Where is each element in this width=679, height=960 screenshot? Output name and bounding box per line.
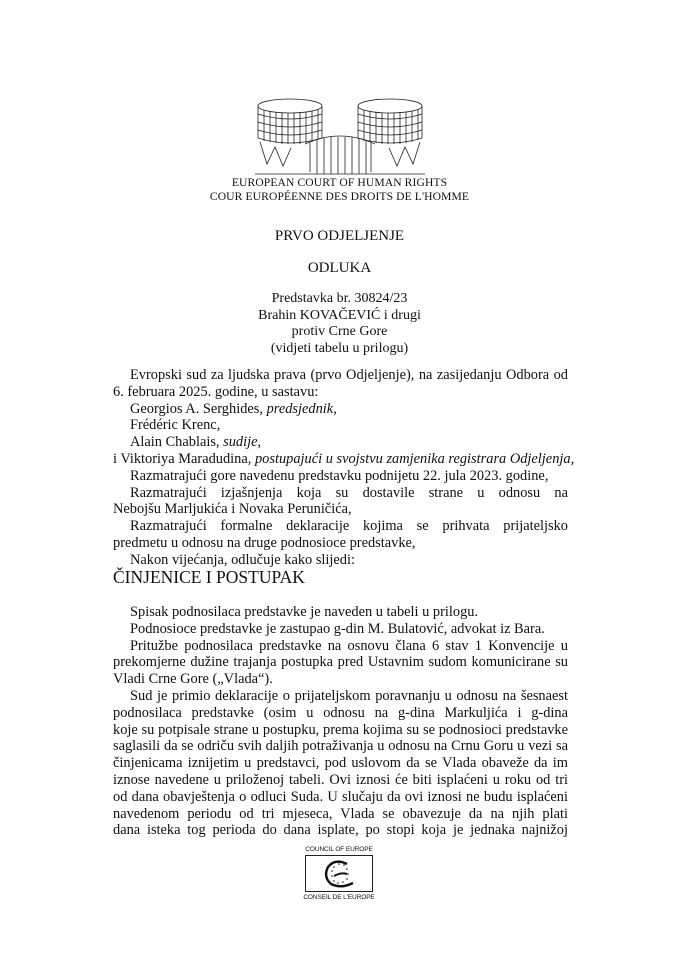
facts-line: iznose navedene u priloženoj tabeli. Ovi iznosi će biti isplaćeni u roku od tri	[113, 771, 568, 788]
registrar-name: i Viktoriya Maradudina,	[113, 450, 255, 467]
court-name-en: EUROPEAN COURT OF HUMAN RIGHTS	[231, 176, 448, 189]
judge: Alain Chablais, sudije,	[130, 434, 262, 451]
registrar-role: postupajući u svojstvu zamjenika registrara Odjeljenja,	[254, 450, 575, 467]
facts-line: dana isteka tog perioda do dana isplate, po stopi koja je jednaka najnižoj	[113, 822, 568, 839]
facts-line: Vladi Crne Gore („Vlada“).	[113, 671, 273, 688]
facts-line: koje su potpisale strane u postupku, prema kojima su se podnosioci predstavke	[113, 721, 568, 738]
annex-note: (vidjeti tabelu u prilogu)	[270, 340, 409, 356]
section-title: PRVO ODJELJENJE	[274, 228, 405, 244]
facts-line: saglasili da se odriču svih daljih potraživanja u odnosu na Crnu Goru u vezi sa	[113, 738, 568, 755]
intro-line: Razmatrajući formalne deklaracije kojima se prihvata prijateljsko	[130, 518, 568, 535]
facts-line: Podnosioce predstavke je zastupao g-din M. Bulatović, advokat iz Bara.	[130, 620, 545, 637]
registrar	[113, 450, 575, 468]
facts-line: od dana obavještenja o odluci Suda. U slučaju da ovi iznosi ne budu isplaćeni	[113, 788, 568, 805]
intro-line: predmetu u odnosu na druge podnosioce predstavke,	[113, 534, 416, 551]
intro-paragraphs	[113, 367, 575, 569]
facts-line: Sud je primio deklaracije o prijateljskom poravnanju u odnosu na šesnaest	[130, 687, 568, 704]
facts-line: Spisak podnosilaca predstavke je naveden u tabeli u prilogu.	[130, 604, 479, 620]
facts-line: podnosilaca predstavke (osim u odnosu na g-dina Markuljića i g-dina	[113, 704, 568, 721]
intro-line: Nebojšu Marljukića i Novaka Peruničića,	[113, 501, 352, 518]
judge-name: Georgios A. Serghides,	[130, 400, 267, 417]
intro-line: Razmatrajući izjašnjenja koja su dostavile strane u odnosu na	[130, 484, 568, 501]
facts-heading: ČINJENICE I POSTUPAK	[113, 567, 305, 587]
intro-line: Nakon vijećanja, odlučuje kako slijedi:	[130, 551, 355, 568]
facts-line: Pritužbe podnosilaca predstavke na osnovu člana 6 stav 1 Konvencije u	[130, 637, 568, 654]
intro-line: Evropski sud za ljudska prava (prvo Odjeljenje), na zasijedanju Odbora od	[130, 367, 568, 383]
judge-name: Alain Chablais,	[130, 434, 224, 451]
document-type: ODLUKA	[307, 260, 372, 276]
judge-role: sudije	[223, 434, 258, 451]
applicant-name: Brahin KOVAČEVIĆ i drugi	[258, 307, 421, 323]
council-of-europe-logo	[305, 855, 373, 892]
case-block	[0, 291, 679, 357]
intro-line: 6. februara 2025. godine, u sastavu:	[113, 383, 319, 400]
respondent-state: protiv Crne Gore	[291, 324, 388, 339]
application-number: Predstavka br. 30824/23	[271, 291, 408, 306]
facts-line: navedenom periodu od tri mjeseca, Vlada se obavezuje da na njih plati	[113, 805, 568, 822]
court-building-logo	[255, 92, 425, 176]
intro-line: Razmatrajući gore navedenu predstavku podnijetu 22. jula 2023. godine,	[130, 467, 549, 484]
facts-line: činjenicama iznijetim u predstavci, pod uslovom da se Vlada obaveže da im	[113, 755, 568, 772]
coe-bottom-label: CONSEIL DE L'EUROPE	[303, 894, 375, 901]
facts-paragraphs	[113, 604, 568, 839]
judge-president: Georgios A. Serghides, predsjednik,	[130, 400, 337, 417]
judge: Frédéric Krenc,	[130, 417, 221, 434]
coe-top-label: COUNCIL OF EUROPE	[305, 846, 373, 853]
facts-line: prekomjerne dužine trajanja postupka pred Ustavnim sudom komunicirane su	[113, 654, 568, 671]
judge-role: predsjednik	[266, 400, 334, 417]
court-name-fr: COUR EUROPÉENNE DES DROITS DE L'HOMME	[209, 190, 470, 203]
